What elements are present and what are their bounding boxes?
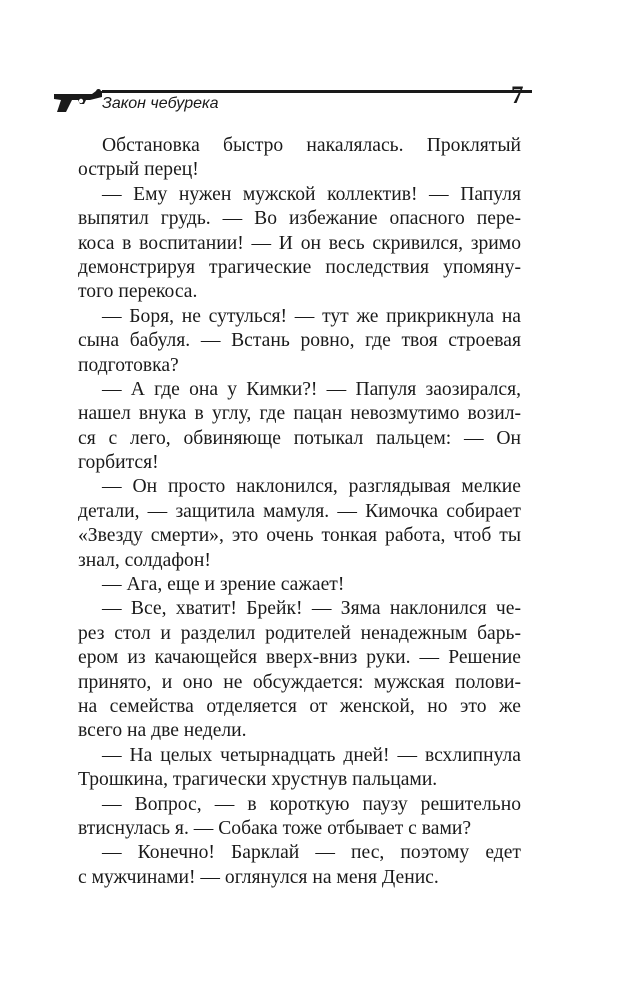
text-line: выпятил грудь. — Во избежание опасного пере- xyxy=(78,208,521,230)
body-text xyxy=(78,134,521,890)
header-rule-dot xyxy=(96,89,101,94)
text-line: детали, — защитила мамуля. — Кимочка собирает xyxy=(78,500,521,522)
text-line: — Ага, еще и зрение сажает! xyxy=(102,574,345,596)
text-line: сына бабуля. — Встань ровно, где твоя строевая xyxy=(78,330,521,352)
text-line: острый перец! xyxy=(78,159,199,181)
text-line: нашел внука в углу, где пацан невозмутимо возил- xyxy=(78,403,521,425)
running-header xyxy=(52,76,542,116)
text-line: на семейства отделяется от женской, но это же xyxy=(78,695,521,717)
text-line: ся с лего, обвиняюще потыкал пальцем: — Он xyxy=(78,427,521,449)
book-title: Закон чебурека xyxy=(102,95,219,112)
header-rule xyxy=(102,90,532,93)
text-line: — Конечно! Барклай — пес, поэтому едет xyxy=(102,842,521,864)
text-line: горбится! xyxy=(78,452,159,474)
text-line: всего на две недели. xyxy=(78,720,247,742)
text-line: коса в воспитании! — И он весь скривился, зримо xyxy=(78,232,521,254)
text-line: — Все, хватит! Брейк! — Зяма наклонился че- xyxy=(102,598,521,620)
text-line: рез стол и разделил родителей ненадежным барь- xyxy=(78,622,521,644)
text-line: знал, солдафон! xyxy=(78,549,211,571)
text-line: втиснулась я. — Собака тоже отбывает с вами? xyxy=(78,817,472,839)
page-number: 7 xyxy=(511,82,524,109)
text-line: — Ему нужен мужской коллектив! — Папуля xyxy=(102,183,521,205)
text-line: демонстрируя трагические последствия упомяну- xyxy=(78,256,521,278)
text-line: того перекоса. xyxy=(78,281,198,303)
text-line: принято, и оно не обсуждается: мужская полови- xyxy=(78,671,521,693)
text-line: — А где она у Кимки?! — Папуля заозирался, xyxy=(102,378,521,400)
text-line: ером из качающейся вверх-вниз руки. — Решение xyxy=(78,647,521,669)
text-line: «Звезду смерти», это очень тонкая работа, чтоб ты xyxy=(78,525,521,547)
text-line: Трошкина, трагически хрустнув пальцами. xyxy=(78,769,438,791)
text-line: с мужчинами! — оглянулся на меня Денис. xyxy=(78,866,439,888)
text-line: — На целых четырнадцать дней! — всхлипнула xyxy=(102,744,521,766)
text-line: — Боря, не сутулься! — тут же прикрикнула на xyxy=(102,305,521,327)
text-line: подготовка? xyxy=(78,354,179,376)
text-line: Обстановка быстро накалялась. Проклятый xyxy=(102,135,521,156)
text-line: — Вопрос, — в короткую паузу решительно xyxy=(102,793,521,815)
text-line: — Он просто наклонился, разглядывая мелкие xyxy=(102,476,521,498)
